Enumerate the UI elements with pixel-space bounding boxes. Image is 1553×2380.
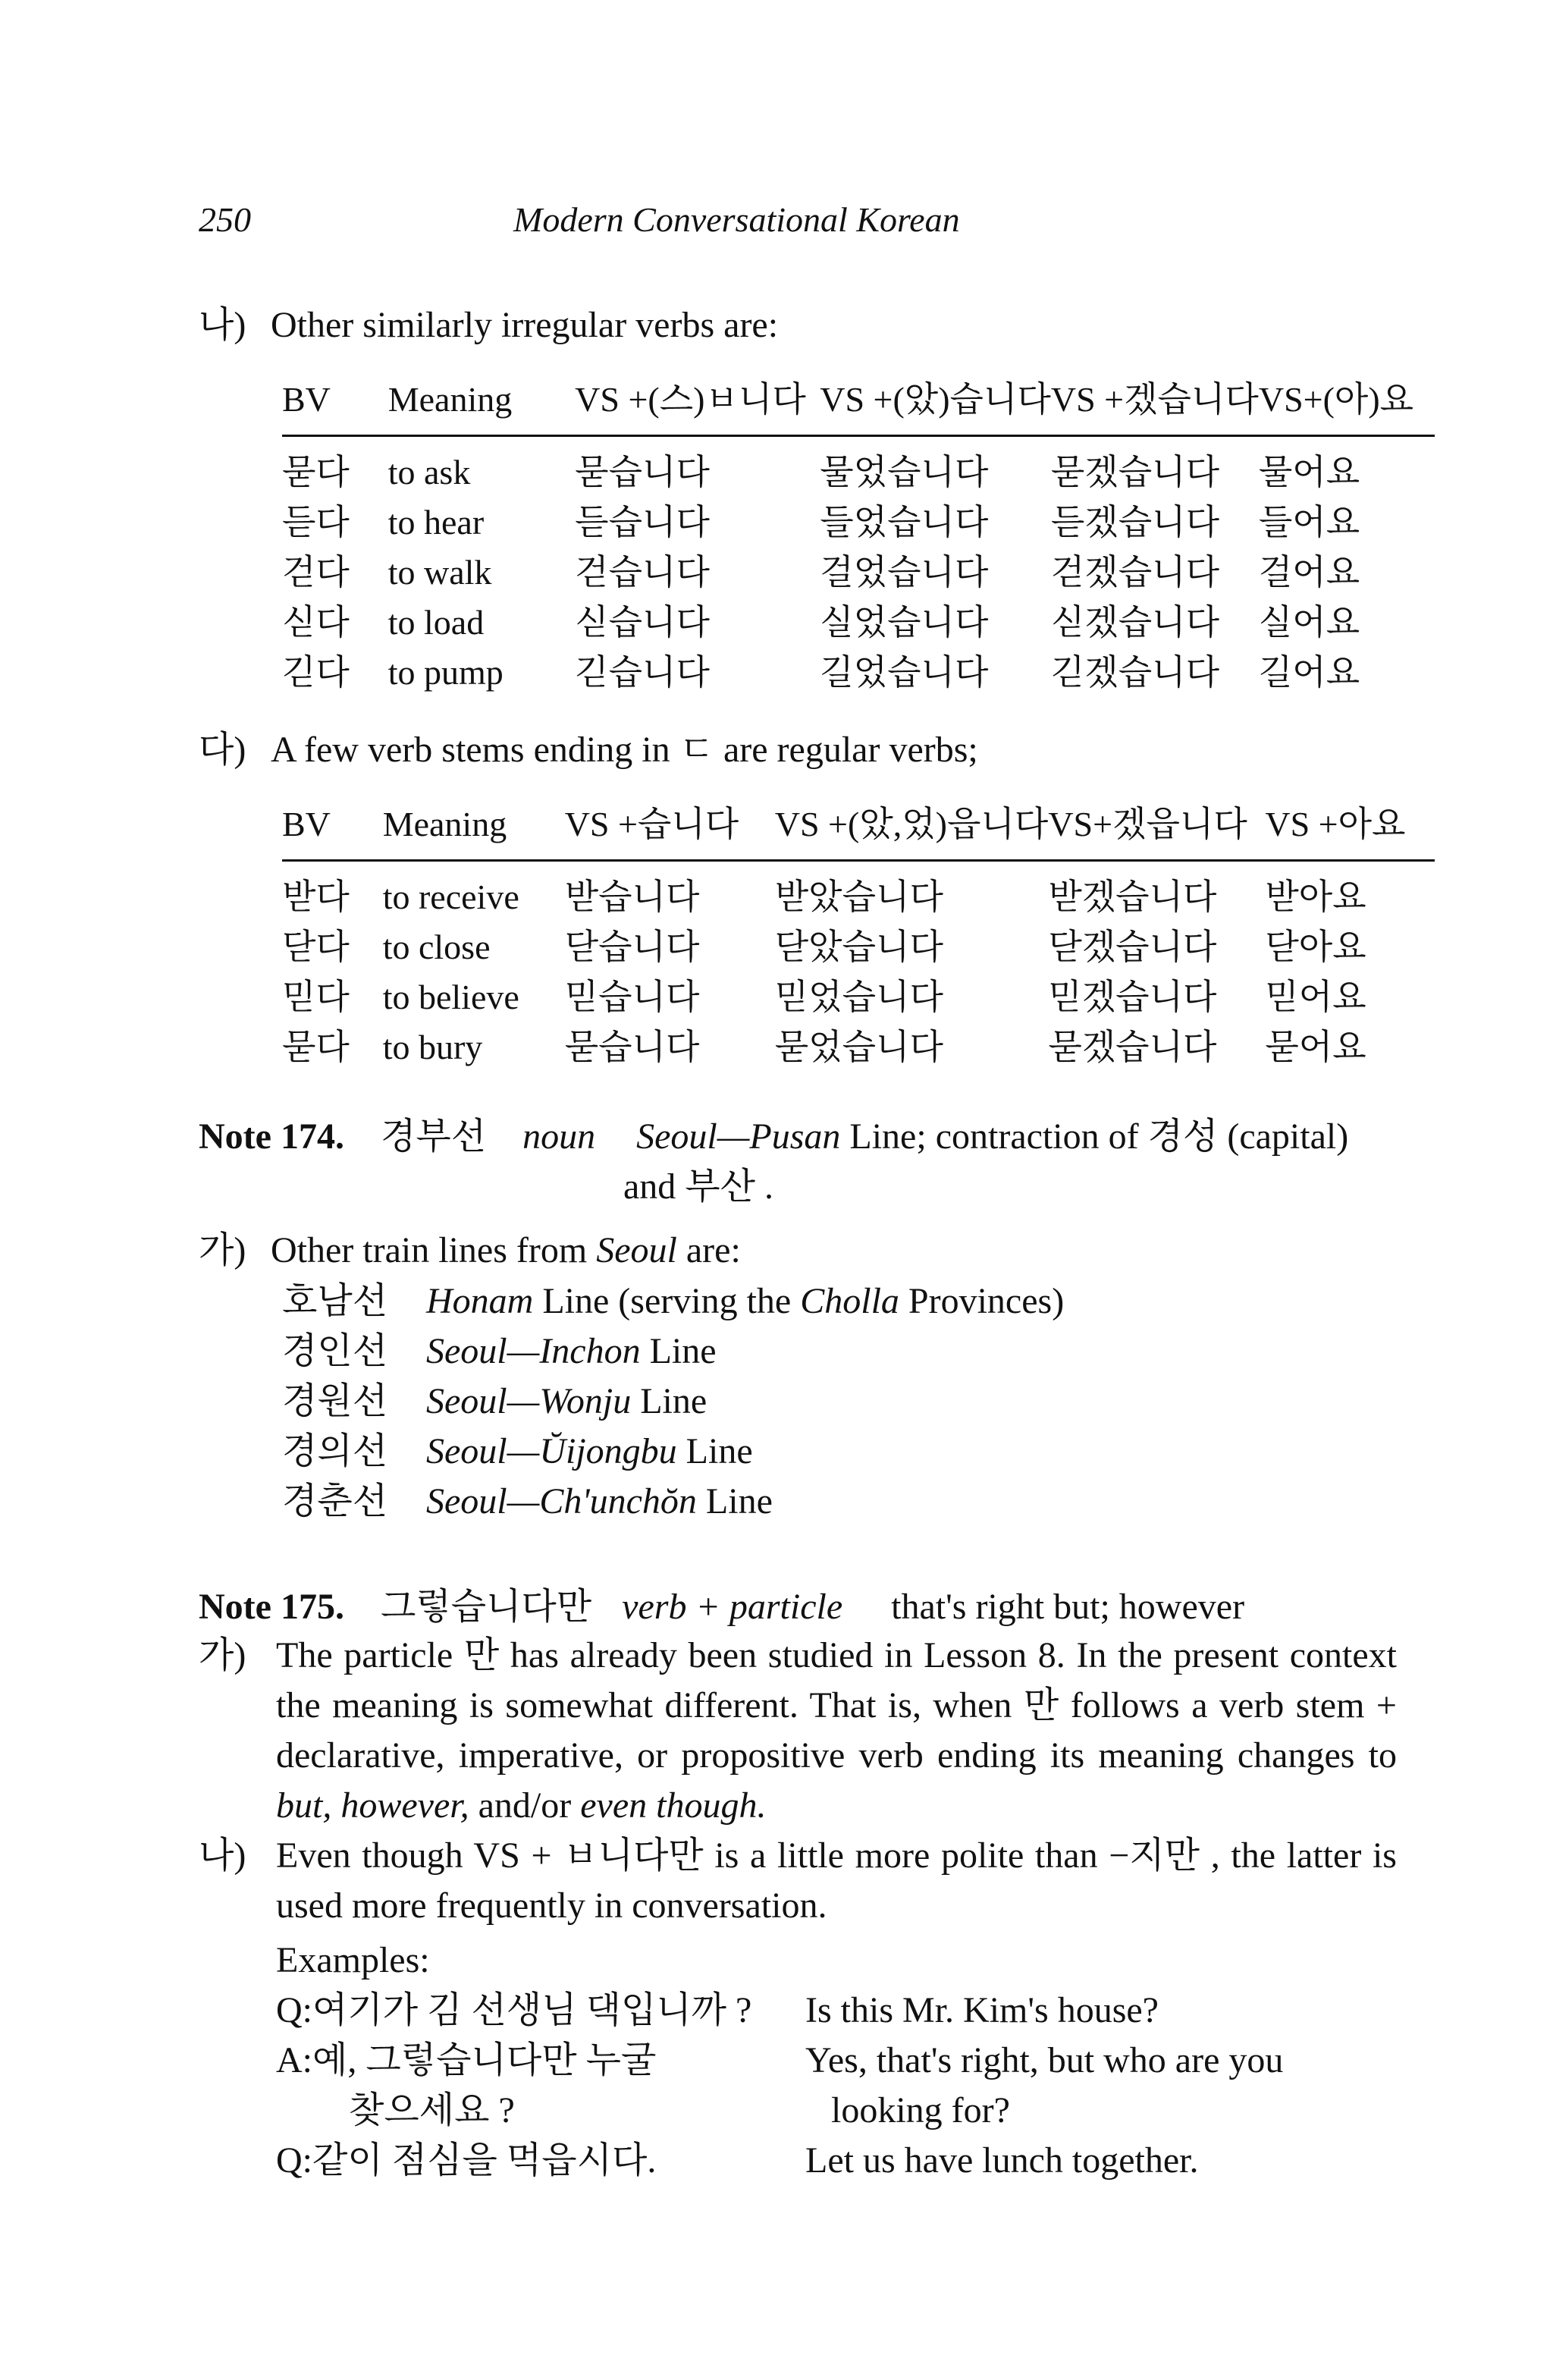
table-cell: 실었습니다 [820,603,989,642]
list-item [282,1377,1495,1427]
col-header: Meaning [383,800,565,861]
table-cell: 듣다 [282,503,350,542]
list-item [276,2136,1413,2186]
table-cell: 묻습니다 [564,1028,700,1067]
example-english: Yes, that's right, but who are you [805,2040,1284,2080]
table-cell: 닫아요 [1265,928,1366,967]
table-cell: 걷겠습니다 [1050,553,1220,592]
table-cell: to bury [382,1028,483,1067]
paragraph-body: The particle 만 has already been studied in Lesson 8. In the present context the meaning is somewhat different. That is, when 만 follows a verb stem + declarative, imperative, or propositive verb ending its meaning changes to [276,1635,1397,1776]
note-175-paragraph-ga [199,1631,1397,1831]
table-cell: to load [387,603,485,642]
train-line-korean: 경춘선 [282,1481,388,1521]
col-header: BV [282,800,383,861]
table-cell: 길어요 [1258,653,1360,692]
example-english: looking for? [831,2090,1010,2130]
table-row [282,1022,1435,1072]
table-cell: 들어요 [1258,503,1360,542]
table-cell: 닫다 [282,928,350,967]
table-row [282,498,1435,548]
note-175-paragraph-na [199,1831,1397,1931]
table-row [282,972,1435,1022]
section-label: 가) [199,1230,246,1270]
col-header: VS +아요 [1265,800,1435,861]
train-line-korean: 경인선 [282,1331,388,1371]
example-korean: A:예, 그렇습니다만 누굴 [276,2040,657,2080]
example-korean: Q:같이 점심을 먹읍시다. [276,2140,657,2181]
example-korean: Q:여기가 김 선생님 댁입니까 ? [276,1990,752,2030]
train-line-desc-end: Provinces) [899,1281,1065,1321]
table-cell: 물었습니다 [820,453,989,492]
table-row [282,548,1435,598]
running-title: Modern Conversational Korean [513,200,960,239]
table-cell: to hear [387,503,485,542]
col-header: VS +(았)습니다 [820,375,1051,436]
note-gloss: that's right but; however [891,1587,1245,1627]
table-cell: 받습니다 [564,878,700,917]
section-label: 다) [199,730,246,770]
list-item [282,1327,1495,1377]
table-cell: to receive [382,878,519,917]
note-174-line1 [199,1111,1412,1162]
col-header: Meaning [388,375,575,436]
table-cell: 닫습니다 [564,928,700,967]
col-header: VS +(스)ㅂ니다 [575,375,820,436]
list-item [276,2086,1413,2136]
table-cell: 들었습니다 [820,503,989,542]
table-cell: 닫겠습니다 [1048,928,1217,967]
table-cell: 듣습니다 [575,503,710,542]
note-gloss-italic: Seoul—Pusan [636,1116,841,1157]
table-cell: 믿었습니다 [774,978,943,1017]
train-line-name: Honam [426,1281,534,1321]
col-header: VS +겠습니다 [1051,375,1259,436]
list-item [282,1427,1495,1477]
table-cell: 묻다 [282,453,350,492]
table-cell: 받았습니다 [774,878,943,917]
table-cell: 묻었습니다 [774,1028,943,1067]
paragraph-italic-end: even though. [580,1785,767,1826]
section-label: 가) [199,1635,246,1675]
table-cell: 믿다 [282,978,350,1017]
paragraph-mid: and/or [469,1785,581,1826]
table-cell: 걸어요 [1258,553,1360,592]
example-korean: 찾으세요 ? [349,2090,515,2130]
table-cell: 걸었습니다 [820,553,989,592]
example-english: Is this Mr. Kim's house? [805,1990,1159,2030]
table-cell: 길었습니다 [820,653,989,692]
section-heading-text: Other similarly irregular verbs are: [271,305,779,345]
list-item [276,2036,1413,2086]
note-label: Note 175. [199,1587,344,1627]
list-item [282,1276,1495,1327]
note-term: 그렇습니다만 [380,1587,592,1627]
section-na-heading [199,300,1412,350]
section-label: 나) [199,305,246,345]
section-heading-text: A few verb stems ending in ㄷ are regular verbs; [271,730,978,770]
train-line-name: Seoul—Wonju [426,1381,632,1421]
sub-heading-italic: Seoul [596,1230,677,1270]
table-cell: 긷습니다 [575,653,710,692]
train-line-korean: 호남선 [282,1281,388,1321]
table-header-row [282,375,1435,436]
table-cell: 받다 [282,878,350,917]
train-line-name: Seoul—Inchon [426,1331,641,1371]
table-cell: 싣겠습니다 [1050,603,1220,642]
part-of-speech: noun [522,1116,596,1157]
table-header-row [282,800,1435,861]
table-cell: 닫았습니다 [774,928,943,967]
train-line-desc: Line [640,1331,717,1371]
train-line-desc: Line (serving the [533,1281,801,1321]
table-cell: 믿어요 [1265,978,1366,1017]
table-cell: to ask [387,453,471,492]
table-cell: 믿겠습니다 [1048,978,1217,1017]
col-header: VS+겠읍니다 [1048,800,1265,861]
table-cell: to close [382,928,491,967]
table-cell: 묻겠습니다 [1050,453,1220,492]
table-row [282,436,1435,498]
train-line-name: Seoul—Ŭijongbu [426,1431,677,1471]
table-cell: 묻습니다 [575,453,710,492]
train-line-name: Seoul—Ch'unchŏn [426,1481,697,1521]
train-line-korean: 경의선 [282,1431,388,1471]
paragraph-italic: but, however, [276,1785,469,1826]
table-cell: 묻어요 [1265,1028,1366,1067]
note-gloss: Line; contraction of [840,1116,1148,1157]
regular-verbs-table [282,800,1435,1072]
note-174-line2: and 부산 . [623,1166,774,1207]
section-da-heading [199,724,1412,775]
table-cell: 걷습니다 [575,553,710,592]
table-cell: 긷다 [282,653,350,692]
col-header: VS +(았,었)읍니다 [775,800,1049,861]
note-174-sub-heading [199,1225,1412,1276]
page-header [199,196,1326,241]
table-row [282,648,1435,698]
note-term-secondary: 경성 [1147,1116,1219,1157]
table-cell: 듣겠습니다 [1050,503,1220,542]
train-lines-list [282,1276,1495,1527]
col-header: VS+(아)요 [1259,375,1435,436]
table-cell: 받겠습니다 [1048,878,1217,917]
table-cell: 긷겠습니다 [1050,653,1220,692]
table-cell: to walk [387,553,492,592]
train-line-desc: Line [631,1381,707,1421]
col-header: VS +습니다 [565,800,775,861]
table-cell: 물어요 [1258,453,1360,492]
table-cell: 묻다 [282,1028,350,1067]
example-english: Let us have lunch together. [805,2140,1199,2181]
examples-list [276,1986,1413,2186]
examples-label: Examples: [276,1940,430,1980]
paragraph-text: Even though VS + ㅂ니다만 is a little more polite than −지만 , the latter is used more frequently in conversation. [276,1835,1397,1926]
train-line-desc: Line [676,1431,753,1471]
col-header: BV [282,375,388,436]
table-cell: 믿습니다 [564,978,700,1017]
train-line-korean: 경원선 [282,1381,388,1421]
page-number: 250 [199,200,251,239]
table-cell: 싣습니다 [575,603,710,642]
table-row [282,861,1435,923]
sub-heading-text-end: are: [676,1230,741,1270]
table-cell: 묻겠습니다 [1048,1028,1217,1067]
table-cell: to pump [387,653,504,692]
note-term: 경부선 [380,1116,487,1157]
irregular-verbs-table [282,375,1435,698]
table-row [282,922,1435,972]
train-line-region: Cholla [800,1281,899,1321]
table-cell: 걷다 [282,553,350,592]
table-cell: to believe [382,978,519,1017]
part-of-speech: verb + particle [622,1587,843,1627]
note-label: Note 174. [199,1116,344,1157]
note-gloss-secondary: (capital) [1218,1116,1349,1157]
table-row [282,598,1435,648]
table-cell: 실어요 [1258,603,1360,642]
note-175-line1 [199,1581,1412,1632]
table-cell: 받아요 [1265,878,1366,917]
sub-heading-text: Other train lines from [271,1230,597,1270]
section-label: 나) [199,1835,246,1876]
table-cell: 싣다 [282,603,350,642]
list-item [282,1477,1495,1527]
list-item [276,1986,1413,2036]
paragraph-text [276,1631,1397,1831]
train-line-desc: Line [696,1481,773,1521]
